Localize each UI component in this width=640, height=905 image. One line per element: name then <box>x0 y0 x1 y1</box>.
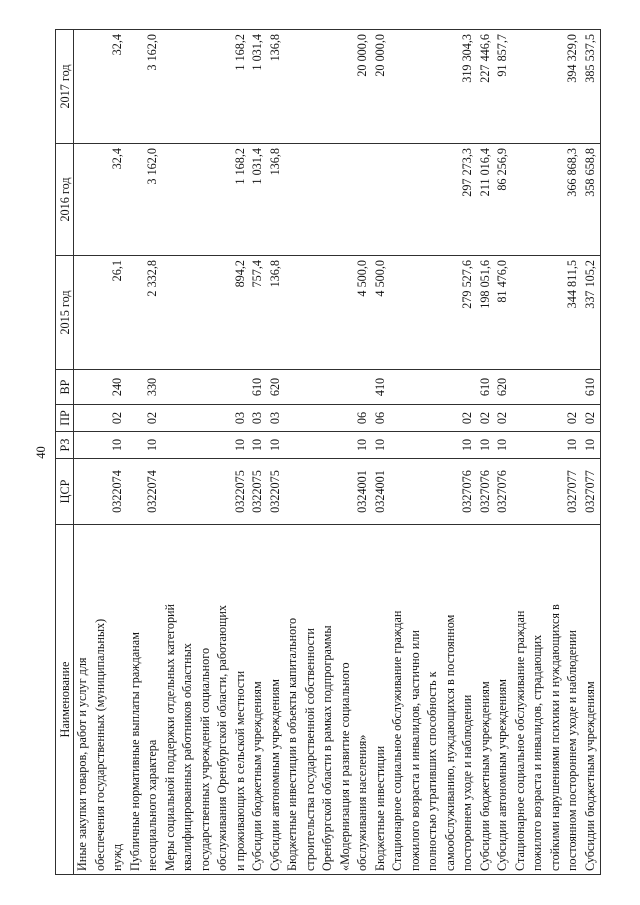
pr-cell: 03 <box>232 411 247 425</box>
y2017-cell: 1 168,2 <box>232 34 247 71</box>
budget-table <box>55 29 601 875</box>
y2017-cell: 91 857,7 <box>495 34 509 77</box>
pr-cell: 03 <box>250 411 264 425</box>
pr-column <box>74 405 601 432</box>
y2015-cell: 344 811,5 <box>565 260 579 309</box>
name-line: Меры социальной поддержки отдельных категорий <box>162 603 177 871</box>
y2017-cell: 319 304,3 <box>460 34 474 83</box>
page-number: 40 <box>34 446 48 459</box>
rz-cell: 10 <box>250 438 264 452</box>
pr-cell: 02 <box>582 411 597 425</box>
name-line: пожилого возраста и инвалидов, частично или <box>407 630 422 871</box>
vr-cell: 620 <box>495 377 509 397</box>
name-line: Иные закупки товаров, работ и услуг для <box>75 657 89 871</box>
y2016-cell: 3 162,0 <box>145 148 159 185</box>
y2015-cell: 198 051,6 <box>477 260 492 309</box>
y2016-cell: 211 016,4 <box>477 148 492 197</box>
name-line: постороннем уходе и наблюдении <box>460 694 474 871</box>
table-body-row <box>74 30 601 875</box>
rotated-page <box>30 30 600 875</box>
pr-cell: 06 <box>355 411 369 425</box>
vr-cell <box>564 373 582 401</box>
rz-cell: 10 <box>110 438 124 452</box>
rz-cell: 10 <box>495 438 509 452</box>
rz-cell: 10 <box>355 438 369 452</box>
y2016-cell: 358 658,8 <box>582 148 597 197</box>
rz-cell: 10 <box>460 438 474 452</box>
y2017-cell: 227 446,6 <box>477 34 492 83</box>
column-header-2015: 2015 год <box>56 256 74 370</box>
vr-cell: 610 <box>250 377 264 397</box>
y2017-cell: 385 537,5 <box>582 34 597 83</box>
y2016-cell <box>354 148 372 252</box>
rz-cell: 10 <box>565 438 579 452</box>
pr-cell: 02 <box>145 411 159 425</box>
vr-cell: 240 <box>110 377 124 397</box>
rz-cell: 10 <box>372 438 387 452</box>
name-line: Субсидии автономным учреждениям <box>495 679 509 871</box>
y2016-cell: 136,8 <box>267 148 282 176</box>
y2017-cell: 32,4 <box>110 34 124 56</box>
name-column <box>74 525 601 875</box>
rz-column <box>74 432 601 459</box>
pr-cell: 02 <box>565 411 579 425</box>
vr-cell: 620 <box>267 377 282 397</box>
name-line: обслуживания населения» <box>355 734 369 871</box>
name-line: Субсидии бюджетным учреждениям <box>582 681 597 871</box>
name-line: строительства государственной собственности <box>302 628 317 871</box>
csr-cell: 0324001 <box>355 470 369 513</box>
pr-cell: 02 <box>460 411 474 425</box>
y2015-cell: 757,4 <box>250 260 264 288</box>
header-row <box>56 30 74 875</box>
name-line: Субсидии автономным учреждениям <box>267 679 282 871</box>
name-line: несоциального характера <box>145 739 159 871</box>
name-line: Субсидии бюджетным учреждениям <box>477 681 492 871</box>
name-line: Публичные нормативные выплаты гражданам <box>127 632 142 871</box>
vr-cell <box>354 373 372 401</box>
csr-cell: 0327076 <box>460 470 474 513</box>
y2017-column <box>74 30 601 144</box>
vr-column <box>74 370 601 405</box>
y2017-cell: 1 031,4 <box>250 34 264 71</box>
name-line: Субсидии бюджетным учреждениям <box>250 681 264 871</box>
y2015-cell: 279 527,6 <box>460 260 474 309</box>
csr-cell: 0322074 <box>145 470 159 513</box>
csr-cell: 0327077 <box>565 470 579 513</box>
pr-cell: 02 <box>477 411 492 425</box>
name-line: Бюджетные инвестиции <box>372 745 387 871</box>
y2015-cell: 337 105,2 <box>582 260 597 309</box>
name-line: стойкими нарушениями психики и нуждающихся в <box>547 604 562 871</box>
vr-cell <box>459 373 477 401</box>
rz-cell: 10 <box>267 438 282 452</box>
name-line: обеспечения государственных (муниципальных) <box>92 618 107 871</box>
csr-cell: 0327076 <box>495 470 509 513</box>
column-header-csr: ЦСР <box>56 459 74 525</box>
name-line: обслуживания Оренбургской области, работающих <box>215 605 229 871</box>
y2015-cell: 136,8 <box>267 260 282 288</box>
y2017-cell: 136,8 <box>267 34 282 62</box>
y2016-column <box>74 144 601 256</box>
name-line: Оренбургской области в рамках подпрограммы <box>320 625 334 871</box>
vr-cell: 410 <box>372 377 387 397</box>
y2016-cell <box>372 148 390 252</box>
y2015-column <box>74 256 601 370</box>
vr-cell: 610 <box>582 377 597 397</box>
y2016-cell: 366 868,3 <box>565 148 579 197</box>
y2016-cell: 1 168,2 <box>232 148 247 185</box>
name-line: Стационарное социальное обслуживание граждан <box>512 610 527 871</box>
y2016-cell: 32,4 <box>110 148 124 170</box>
csr-column <box>74 459 601 525</box>
y2016-cell: 86 256,9 <box>495 148 509 191</box>
rz-cell: 10 <box>232 438 247 452</box>
name-line: нужд <box>110 843 124 871</box>
csr-cell: 0322075 <box>267 470 282 513</box>
name-line: пожилого возраста и инвалидов, страдающих <box>530 634 544 871</box>
rz-cell: 10 <box>477 438 492 452</box>
rz-cell: 10 <box>145 438 159 452</box>
y2015-cell: 26,1 <box>110 260 124 282</box>
vr-cell: 610 <box>477 377 492 397</box>
y2015-cell: 2 332,8 <box>145 260 159 297</box>
y2016-cell: 297 273,3 <box>460 148 474 197</box>
pr-cell: 02 <box>495 411 509 425</box>
name-line: постоянном постороннем уходе и наблюдении <box>565 630 579 871</box>
column-header-name: Наименование <box>56 525 74 875</box>
csr-cell: 0324001 <box>372 470 387 513</box>
name-line: Бюджетные инвестиции в объекты капитального <box>285 617 299 871</box>
column-header-pr: ПР <box>56 405 74 432</box>
y2016-cell: 1 031,4 <box>250 148 264 185</box>
name-line: самообслуживанию, нуждающихся в постоянном <box>442 614 457 871</box>
y2017-cell: 20 000,0 <box>355 34 369 77</box>
name-line: Стационарное социальное обслуживание граждан <box>390 610 404 871</box>
pr-cell: 02 <box>110 411 124 425</box>
column-header-rz: РЗ <box>56 432 74 459</box>
name-line: «Модернизация и развитие социального <box>337 662 352 871</box>
name-line: и проживающих в сельской местности <box>232 670 247 871</box>
column-header-vr: ВР <box>56 370 74 405</box>
y2015-cell: 894,2 <box>232 260 247 288</box>
column-header-2016: 2016 год <box>56 144 74 256</box>
pr-cell: 03 <box>267 411 282 425</box>
csr-cell: 0327076 <box>477 470 492 513</box>
y2017-cell: 3 162,0 <box>145 34 159 71</box>
y2017-cell: 394 329,0 <box>565 34 579 83</box>
csr-cell: 0327077 <box>582 470 597 513</box>
name-line: квалифицированных работников областных <box>180 643 194 871</box>
rz-cell: 10 <box>582 438 597 452</box>
vr-cell: 330 <box>145 377 159 397</box>
csr-cell: 0322075 <box>250 470 264 513</box>
pr-cell: 06 <box>372 411 387 425</box>
name-line: полностью утративших способность к <box>425 671 439 871</box>
y2017-cell: 20 000,0 <box>372 34 387 77</box>
y2015-cell: 4 500,0 <box>372 260 387 297</box>
y2015-cell: 81 476,0 <box>495 260 509 303</box>
column-header-2017: 2017 год <box>56 30 74 144</box>
vr-cell <box>232 373 250 401</box>
csr-cell: 0322075 <box>232 470 247 513</box>
name-line: государственных учреждений социального <box>197 647 212 871</box>
y2015-cell: 4 500,0 <box>355 260 369 297</box>
csr-cell: 0322074 <box>110 470 124 513</box>
